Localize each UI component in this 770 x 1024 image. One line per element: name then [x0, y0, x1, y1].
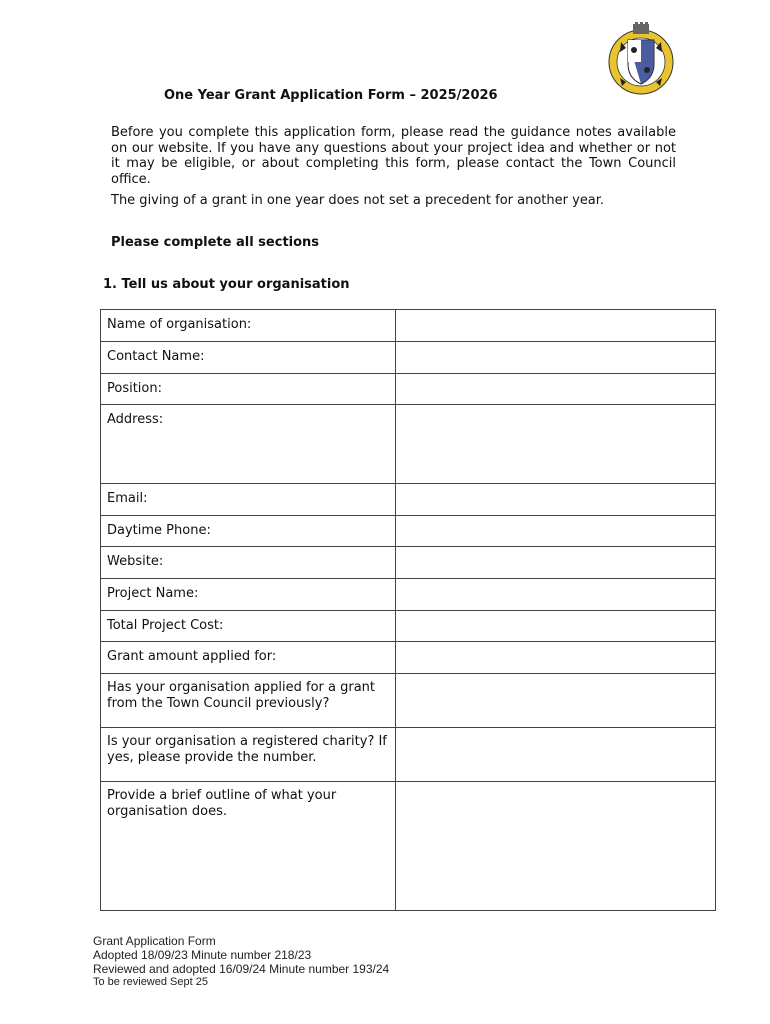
table-row [101, 405, 716, 484]
field-input-contact-name[interactable] [396, 342, 716, 374]
precedent-note: The giving of a grant in one year does not set a precedent for another year. [111, 193, 605, 208]
complete-all-instruction: Please complete all sections [111, 235, 320, 250]
table-row [101, 728, 716, 782]
field-input-address[interactable] [396, 405, 716, 484]
field-label-project-name: Project Name: [101, 579, 396, 611]
table-row [101, 374, 716, 405]
table-row [101, 342, 716, 374]
field-input-organisation-outline[interactable] [396, 782, 716, 911]
field-input-registered-charity[interactable] [396, 728, 716, 782]
table-row [101, 484, 716, 516]
table-row [101, 516, 716, 547]
field-input-daytime-phone[interactable] [396, 516, 716, 547]
field-input-project-name[interactable] [396, 579, 716, 611]
field-label-daytime-phone: Daytime Phone: [101, 516, 396, 547]
table-row [101, 782, 716, 911]
organisation-details-table [100, 309, 716, 911]
field-input-position[interactable] [396, 374, 716, 405]
field-label-grant-amount: Grant amount applied for: [101, 642, 396, 674]
footer-next-review: To be reviewed Sept 25 [93, 976, 208, 989]
field-input-applied-previously[interactable] [396, 674, 716, 728]
field-label-address: Address: [101, 405, 396, 484]
table-row [101, 674, 716, 728]
table-row [101, 611, 716, 642]
section-heading: 1. Tell us about your organisation [103, 277, 350, 292]
footer-reviewed: Reviewed and adopted 16/09/24 Minute number 193/24 [93, 961, 390, 976]
field-label-organisation-outline: Provide a brief outline of what your organisation does. [101, 782, 396, 911]
table-row [101, 547, 716, 579]
page-title: One Year Grant Application Form – 2025/2026 [164, 88, 498, 103]
field-label-website: Website: [101, 547, 396, 579]
table-row [101, 579, 716, 611]
field-label-applied-previously: Has your organisation applied for a grant from the Town Council previously? [101, 674, 396, 728]
footer-adopted: Adopted 18/09/23 Minute number 218/23 [93, 947, 312, 962]
footer-form-name: Grant Application Form [93, 934, 216, 948]
field-input-email[interactable] [396, 484, 716, 516]
field-label-organisation-name: Name of organisation: [101, 310, 396, 342]
field-label-total-project-cost: Total Project Cost: [101, 611, 396, 642]
field-input-grant-amount[interactable] [396, 642, 716, 674]
document-footer [93, 935, 389, 990]
table-row [101, 642, 716, 674]
field-input-website[interactable] [396, 547, 716, 579]
field-label-position: Position: [101, 374, 396, 405]
field-input-total-project-cost[interactable] [396, 611, 716, 642]
field-label-contact-name: Contact Name: [101, 342, 396, 374]
table-row [101, 310, 716, 342]
field-label-email: Email: [101, 484, 396, 516]
field-input-organisation-name[interactable] [396, 310, 716, 342]
town-council-crest-icon [606, 22, 676, 96]
intro-paragraph: Before you complete this application form, please read the guidance notes available on our website. If you have any questions about your project idea and whether or not it may be eligible, or about completing this form, please contact the Town Council office. [111, 125, 676, 187]
field-label-registered-charity: Is your organisation a registered charity? If yes, please provide the number. [101, 728, 396, 782]
